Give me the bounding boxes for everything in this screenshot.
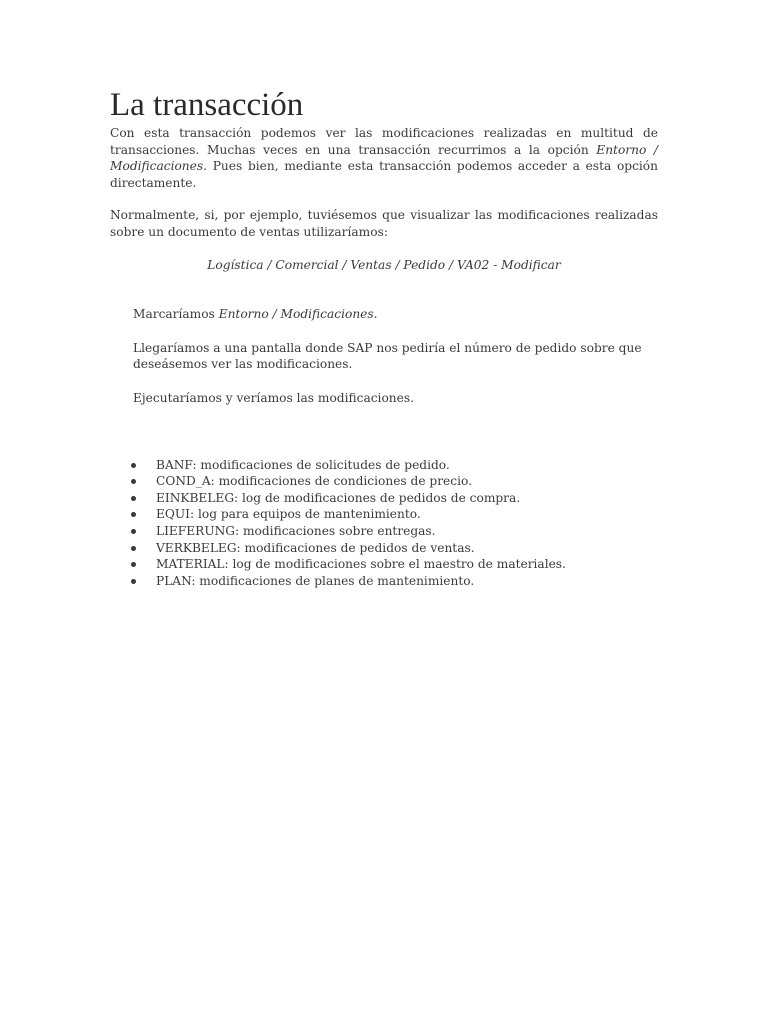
list-item-text: VERKBELEG: modificaciones de pedidos de ventas. — [156, 540, 475, 555]
list-item — [110, 490, 658, 507]
bullet-icon — [131, 579, 136, 584]
step-1-emphasis: Entorno / Modificaciones — [218, 307, 374, 322]
intro-emphasis: Entorno / Modificaciones — [110, 142, 658, 174]
bullet-icon — [131, 479, 136, 484]
intro-paragraph — [110, 125, 658, 191]
list-item — [110, 573, 658, 590]
menu-route: Logística / Comercial / Ventas / Pedido / VA02 - Modificar — [207, 257, 561, 272]
objects-list — [110, 457, 658, 590]
step-2: Llegaríamos a una pantalla donde SAP nos pediría el número de pedido sobre que deseásemos ver las modificaciones. — [133, 340, 642, 372]
step-1 — [133, 306, 658, 323]
page-title: La transacción — [110, 87, 304, 123]
document-page — [110, 86, 658, 589]
list-item — [110, 556, 658, 573]
bullet-icon — [131, 496, 136, 501]
step-3: Ejecutaríamos y veríamos las modificaciones. — [133, 390, 414, 405]
list-item-text: MATERIAL: log de modificaciones sobre el maestro de materiales. — [156, 557, 566, 572]
bullet-icon — [131, 562, 136, 567]
step-1-end: . — [373, 307, 378, 322]
bullet-icon — [131, 546, 136, 551]
list-item — [110, 473, 658, 490]
intro-text-1: Con esta transacción podemos ver las modificaciones realizadas en multitud de transacciones. Muchas veces en una transacción recurrimos a la opción — [110, 126, 658, 157]
list-item-text: EQUI: log para equipos de mantenimiento. — [156, 507, 421, 522]
example-paragraph: Normalmente, si, por ejemplo, tuviésemos que visualizar las modificaciones realizadas sobre un documento de ventas utilizaríamos: — [110, 208, 658, 239]
bullet-icon — [131, 463, 136, 468]
step-1-text: Marcaríamos — [133, 307, 219, 322]
list-item-text: PLAN: modificaciones de planes de mantenimiento. — [156, 573, 475, 588]
list-item — [110, 523, 658, 540]
list-item-text: COND_A: modificaciones de condiciones de precio. — [156, 474, 472, 489]
list-item-text: LIEFERUNG: modificaciones sobre entregas. — [156, 523, 436, 538]
list-item — [110, 506, 658, 523]
bullet-icon — [131, 529, 136, 534]
intro-text-2: . Pues bien, mediante esta transacción podemos acceder a esta opción directamente. — [110, 159, 658, 190]
list-item — [110, 540, 658, 557]
list-item — [110, 457, 658, 474]
bullet-icon — [131, 512, 136, 517]
list-item-text: EINKBELEG: log de modificaciones de pedidos de compra. — [156, 490, 521, 505]
list-item-text: BANF: modificaciones de solicitudes de pedido. — [156, 457, 450, 472]
